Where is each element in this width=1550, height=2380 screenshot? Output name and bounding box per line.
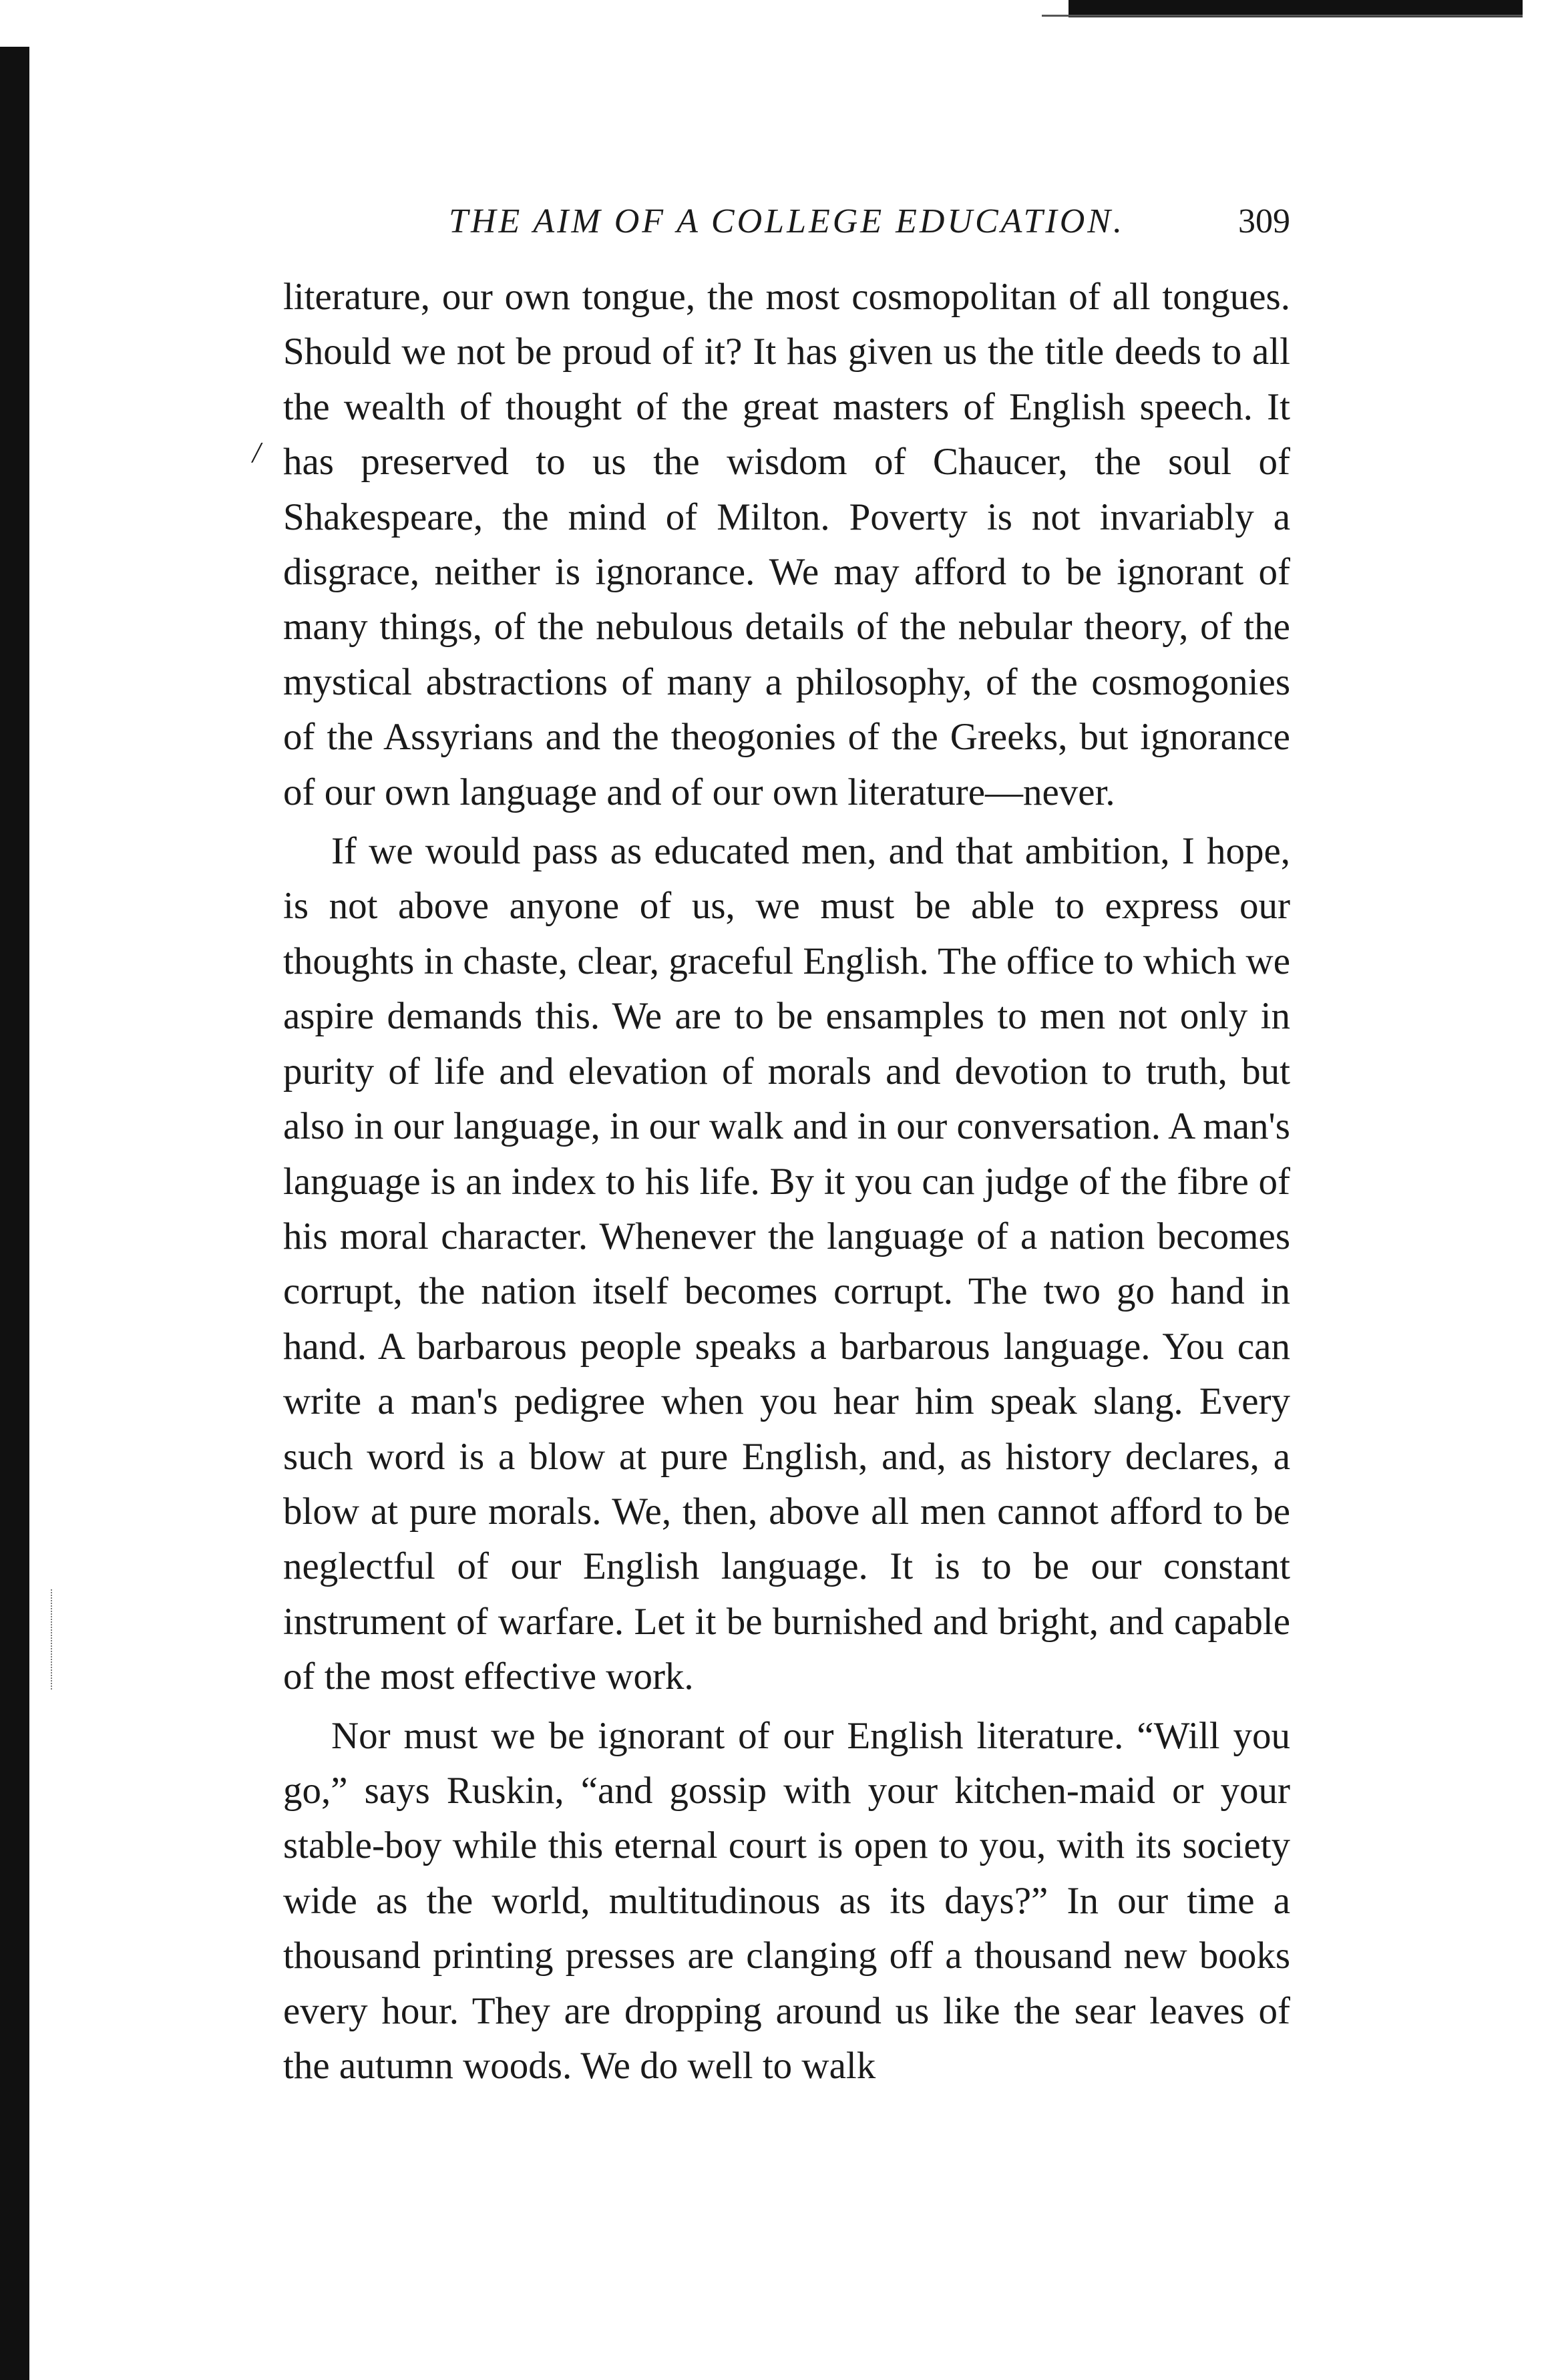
running-title: THE AIM OF A COLLEGE EDUCATION. xyxy=(449,202,1125,240)
body-text xyxy=(283,270,1290,2094)
scan-top-rule-thin xyxy=(1042,15,1523,17)
margin-mark: / xyxy=(252,436,261,469)
paragraph-continuation: literature, our own tongue, the most cosmopolitan of all tongues. Should we not be proud of it? It has given us the title deeds to all the wealth of thought of the great masters of English speech. It has preserved to us the wisdom of Chaucer, the soul of Shakespeare, the mind of Milton. Poverty is not invariably a disgrace, neither is ignorance. We may afford to be ignorant of many things, of the nebulous details of the nebular theory, of the mystical abstractions of many a philosophy, of the cosmogonies of the Assyrians and the theogonies of the Greeks, but ignorance of our own language and of our own literature—never. xyxy=(283,276,1290,813)
margin-dotted-line xyxy=(51,1589,53,1690)
scan-edge-shadow xyxy=(0,47,29,2380)
page-number: 309 xyxy=(1238,202,1290,240)
page-header xyxy=(283,202,1290,248)
paragraph-language: If we would pass as educated men, and that ambition, I hope, is not above anyone of us, we must be able to express our thoughts in chaste, clear, graceful English. The office to which we aspire demands this. We are to be ensamples to men not only in purity of life and elevation of morals and devotion to truth, but also in our language, in our walk and in our conversation. A man's language is an index to his life. By it you can judge of the fibre of his moral character. Whenever the language of a nation becomes corrupt, the nation itself becomes corrupt. The two go hand in hand. A barbarous people speaks a barbarous language. You can write a man's pedigree when you hear him speak slang. Every such word is a blow at pure English, and, as history declares, a blow at pure morals. We, then, above all men cannot afford to be neglectful of our English language. It is to be our constant instrument of warfare. Let it be burnished and bright, and capable of the most effective work. xyxy=(283,830,1290,1698)
paragraph-literature: Nor must we be ignorant of our English literature. “Will you go,” says Ruskin, “and gossip with your kitchen-maid or your stable-boy while this eternal court is open to you, with its society wide as the world, multitudinous as its days?” In our time a thousand printing presses are clanging off a thousand new books every hour. They are dropping around us like the sear leaves of the autumn woods. We do well to walk xyxy=(283,1714,1290,2087)
